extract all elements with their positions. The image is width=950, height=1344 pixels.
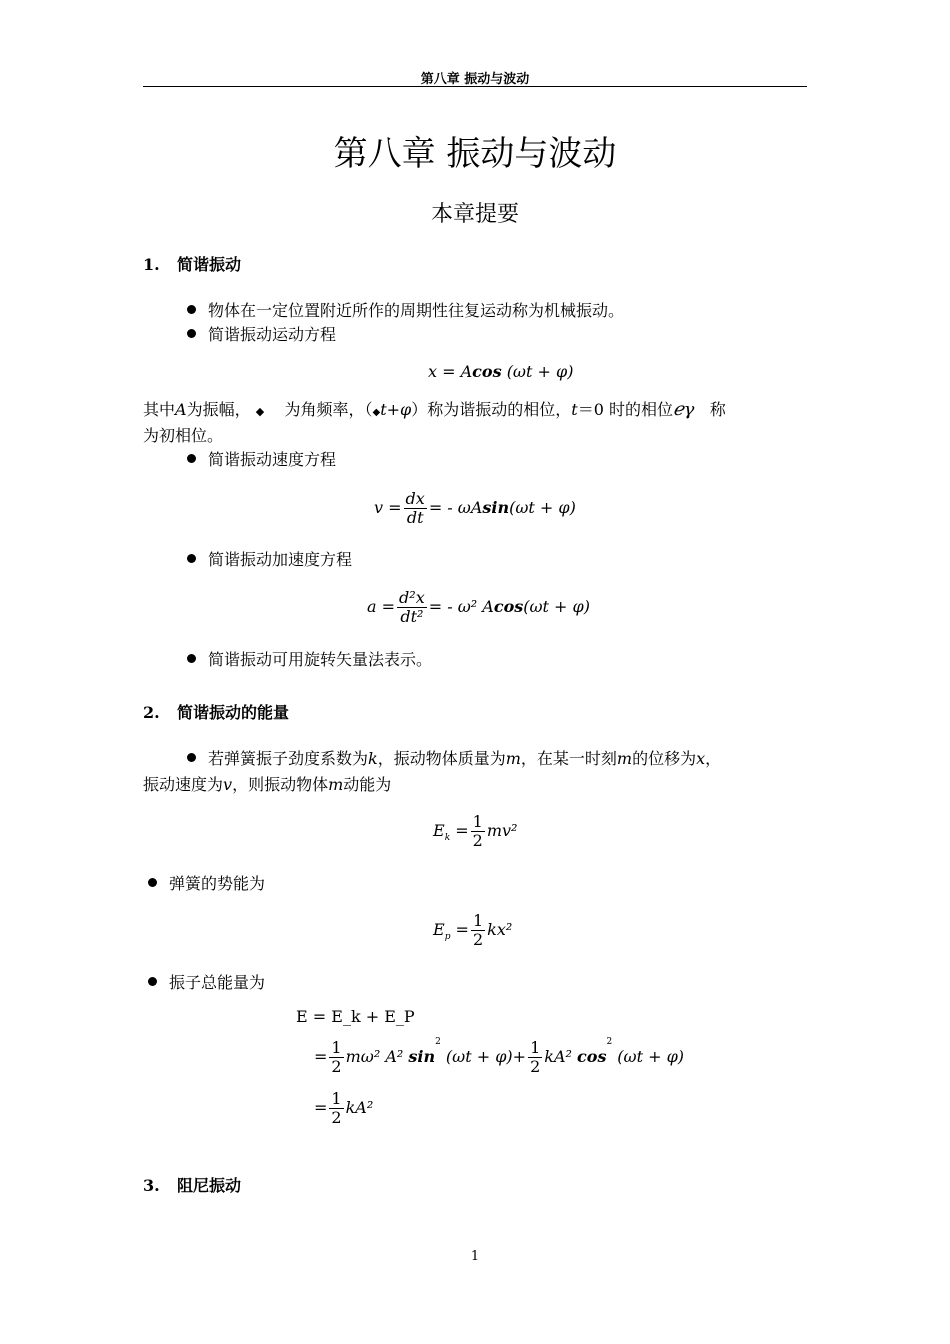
equation-potential-energy: $E_p$ = $\frac{1}{2}$ kx² — [433, 911, 513, 949]
running-header: 第八章 振动与波动 — [420, 72, 530, 87]
bullet-velocity-equation: 简谐振动速度方程 — [187, 447, 336, 473]
bullet-dot — [187, 329, 196, 338]
bullet-mechanical-vibration: 物体在一定位置附近所作的周期性往复运动称为机械振动。 — [187, 298, 624, 324]
bullet-dot — [187, 554, 196, 563]
bullet-total-energy: 振子总能量为 — [148, 970, 265, 996]
bullet-potential-energy: 弹簧的势能为 — [148, 871, 265, 897]
paragraph-amplitude-definition: 其中A为振幅， ◆ 为角频率，（◆t+φ）称为谐振动的相位，t＝0 时的相位ℯγ 称 — [143, 399, 726, 420]
section-title: 简谐振动的能量 — [177, 703, 290, 722]
chapter-summary-heading: 本章提要 — [430, 202, 519, 227]
equation-total-energy-line2: = $\frac{1}{2}$ mω² A² $\sin^2 (\omega t + \varphi)+$ $\frac{1}{2}$ kA² $\cos^2 (\omega t + \varphi)$ — [314, 1037, 685, 1076]
section-heading-2 — [143, 700, 289, 723]
equation-kinetic-energy: $E_k$ = $\frac{1}{2}$ mv² — [433, 812, 518, 850]
section-heading-1 — [143, 252, 241, 275]
bullet-acceleration-equation: 简谐振动加速度方程 — [187, 547, 352, 573]
section-number: 2. — [143, 703, 160, 722]
section-title: 简谐振动 — [177, 255, 242, 274]
paragraph-initial-phase: 为初相位。 — [143, 426, 224, 445]
page-number: 1 — [470, 1249, 480, 1264]
equation-total-energy-line3: = $\frac{1}{2}$ kA² — [314, 1089, 374, 1127]
bullet-dot — [187, 454, 196, 463]
header-rule — [143, 86, 807, 87]
paragraph-kinetic-energy-intro: 振动速度为v，则振动物体m动能为 — [143, 775, 392, 794]
section-title: 阻尼振动 — [177, 1176, 242, 1195]
omega-glyph: ◆ — [255, 405, 265, 418]
phi-glyph: ℯγ — [673, 399, 695, 420]
bullet-dot — [187, 753, 196, 762]
equation-total-energy-line1: E = E_k + E_P — [296, 1007, 415, 1026]
chapter-title: 第八章 振动与波动 — [333, 134, 617, 174]
equation-acceleration: a = $\frac{\text{d²x}}{\text{dt²}}$ = - ω² Acos(ωt + φ) — [367, 588, 590, 626]
section-number: 1. — [143, 255, 160, 274]
bullet-dot — [187, 305, 196, 314]
bullet-dot — [148, 977, 157, 986]
bullet-dot — [148, 878, 157, 887]
section-number: 3. — [143, 1176, 160, 1195]
section-heading-3 — [143, 1173, 241, 1196]
bullet-motion-equation: 简谐振动运动方程 — [187, 322, 336, 348]
bullet-dot — [187, 654, 196, 663]
equation-velocity: v = $\frac{dx}{dt}$ = - ωAsin(ωt + φ) — [374, 489, 576, 527]
equation-displacement: x = Acos (ωt + φ) — [428, 362, 574, 381]
bullet-rotating-vector: 简谐振动可用旋转矢量法表示。 — [187, 647, 432, 673]
paragraph-spring-oscillator: 若弹簧振子劲度系数为k，振动物体质量为m，在某一时刻m的位移为x， — [187, 746, 807, 772]
